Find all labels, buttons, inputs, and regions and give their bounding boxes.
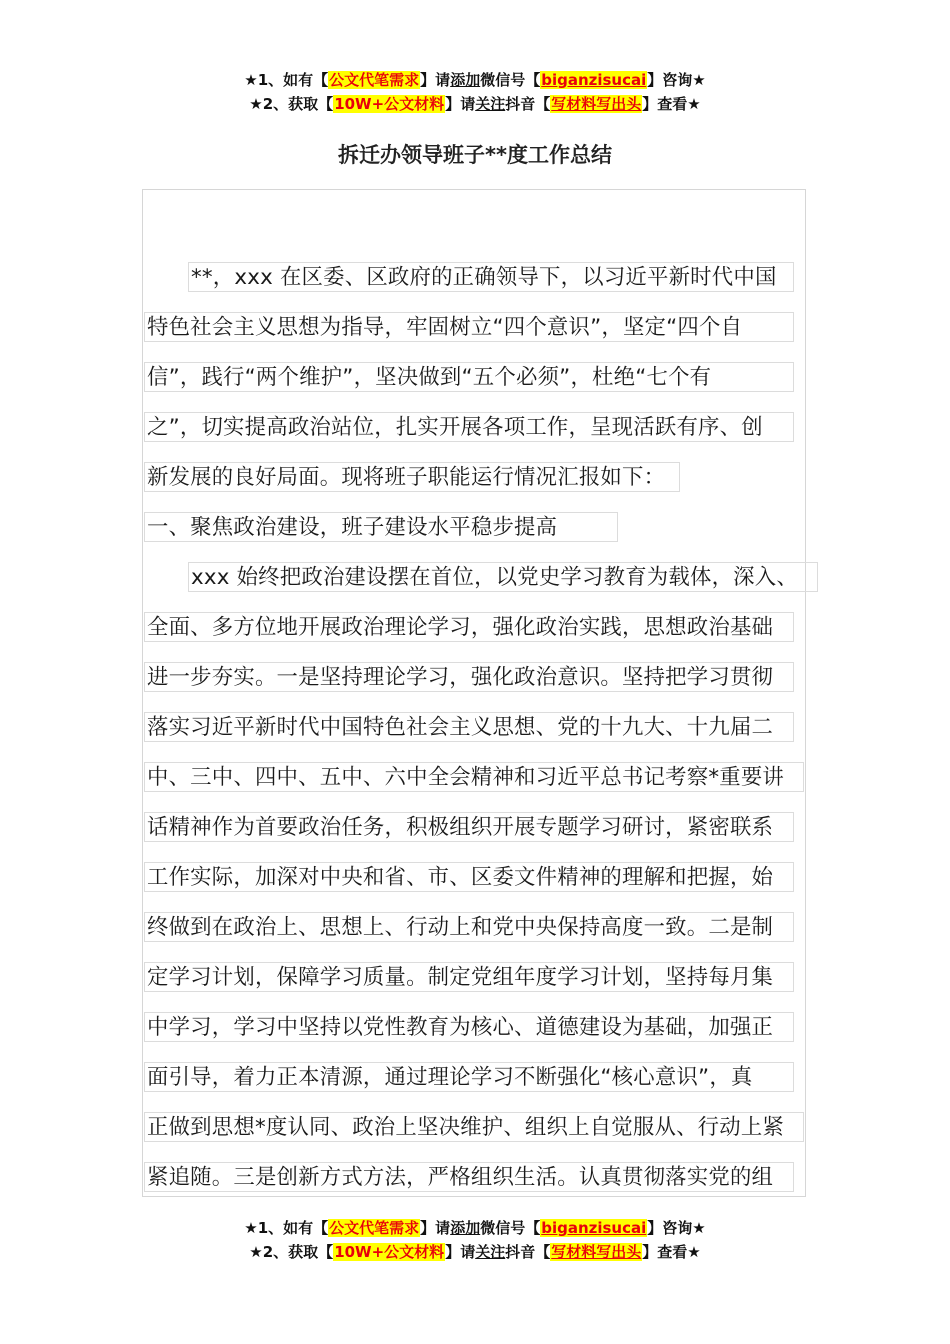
body-line-17: 面引导，着力正本清源，通过理论学习不断强化“核心意识”，真 — [144, 1062, 794, 1092]
promo-line-2 — [0, 92, 950, 116]
promo-follow-text: 关注 — [475, 95, 506, 113]
promo-line-1-mid2: 微信号【 — [480, 71, 541, 89]
promo-highlight-writing-service[interactable]: 公文代笔需求 — [329, 71, 420, 89]
promo-banner-bottom — [0, 1216, 950, 1264]
promo-line-2-prefix: ★2、获取【 — [249, 1243, 334, 1261]
promo-highlight-materials[interactable]: 10W+公文材料 — [334, 95, 445, 113]
promo-highlight-writing-service[interactable]: 公文代笔需求 — [329, 1219, 420, 1237]
body-line-14: 终做到在政治上、思想上、行动上和党中央保持高度一致。二是制 — [144, 912, 794, 942]
body-line-8: 全面、多方位地开展政治理论学习，强化政治实践，思想政治基础 — [144, 612, 794, 642]
body-line-18: 正做到思想*度认同、政治上坚决维护、组织上自觉服从、行动上紧 — [144, 1112, 804, 1142]
promo-wechat-id-link[interactable]: biganzisucai — [541, 1219, 647, 1237]
promo-line-1-mid: 】请 — [420, 71, 451, 89]
body-line-11: 中、三中、四中、五中、六中全会精神和习近平总书记考察*重要讲 — [144, 762, 804, 792]
body-line-4: 之”，切实提高政治站位，扎实开展各项工作，呈现活跃有序、创 — [144, 412, 794, 442]
promo-line-2-prefix: ★2、获取【 — [249, 95, 334, 113]
promo-line-2-suffix: 】查看★ — [642, 1243, 701, 1261]
promo-add-text: 添加 — [450, 71, 481, 89]
body-line-16: 中学习，学习中坚持以党性教育为核心、道德建设为基础，加强正 — [144, 1012, 794, 1042]
promo-line-1-suffix: 】咨询★ — [647, 1219, 706, 1237]
promo-douyin-account-link[interactable]: 写材料写出头 — [551, 1243, 642, 1261]
promo-line-2-suffix: 】查看★ — [642, 95, 701, 113]
body-line-10: 落实习近平新时代中国特色社会主义思想、党的十九大、十九届二 — [144, 712, 794, 742]
body-line-7: xxx 始终把政治建设摆在首位，以党史学习教育为载体，深入、 — [188, 562, 818, 592]
body-line-1: **，xxx 在区委、区政府的正确领导下，以习近平新时代中国 — [188, 262, 794, 292]
promo-douyin-account-link[interactable]: 写材料写出头 — [551, 95, 642, 113]
promo-line-1-suffix: 】咨询★ — [647, 71, 706, 89]
body-line-19: 紧追随。三是创新方式方法，严格组织生活。认真贯彻落实党的组 — [144, 1162, 794, 1192]
section-heading-1: 一、聚焦政治建设，班子建设水平稳步提高 — [144, 512, 618, 542]
promo-line-2-mid2: 抖音【 — [505, 95, 551, 113]
promo-line-1-prefix: ★1、如有【 — [244, 1219, 329, 1237]
body-line-15: 定学习计划，保障学习质量。制定党组年度学习计划，坚持每月集 — [144, 962, 794, 992]
promo-wechat-id-link[interactable]: biganzisucai — [541, 71, 647, 89]
body-line-2: 特色社会主义思想为指导，牢固树立“四个意识”，坚定“四个自 — [144, 312, 794, 342]
promo-add-text: 添加 — [450, 1219, 481, 1237]
promo-banner-top — [0, 68, 950, 116]
promo-line-2-mid: 】请 — [445, 95, 476, 113]
promo-line-2-bottom — [0, 1240, 950, 1264]
promo-line-2-mid: 】请 — [445, 1243, 476, 1261]
body-line-5: 新发展的良好局面。现将班子职能运行情况汇报如下： — [144, 462, 680, 492]
document-title: 拆迁办领导班子**度工作总结 — [338, 143, 612, 167]
body-line-9: 进一步夯实。一是坚持理论学习，强化政治意识。坚持把学习贯彻 — [144, 662, 794, 692]
body-line-13: 工作实际，加深对中央和省、市、区委文件精神的理解和把握，始 — [144, 862, 794, 892]
promo-line-2-mid2: 抖音【 — [505, 1243, 551, 1261]
promo-line-1-mid2: 微信号【 — [480, 1219, 541, 1237]
promo-line-1-prefix: ★1、如有【 — [244, 71, 329, 89]
promo-line-1 — [0, 68, 950, 92]
promo-line-1-bottom — [0, 1216, 950, 1240]
promo-line-1-mid: 】请 — [420, 1219, 451, 1237]
body-line-3: 信”，践行“两个维护”，坚决做到“五个必须”，杜绝“七个有 — [144, 362, 794, 392]
body-line-12: 话精神作为首要政治任务，积极组织开展专题学习研讨，紧密联系 — [144, 812, 794, 842]
promo-highlight-materials[interactable]: 10W+公文材料 — [334, 1243, 445, 1261]
promo-follow-text: 关注 — [475, 1243, 506, 1261]
